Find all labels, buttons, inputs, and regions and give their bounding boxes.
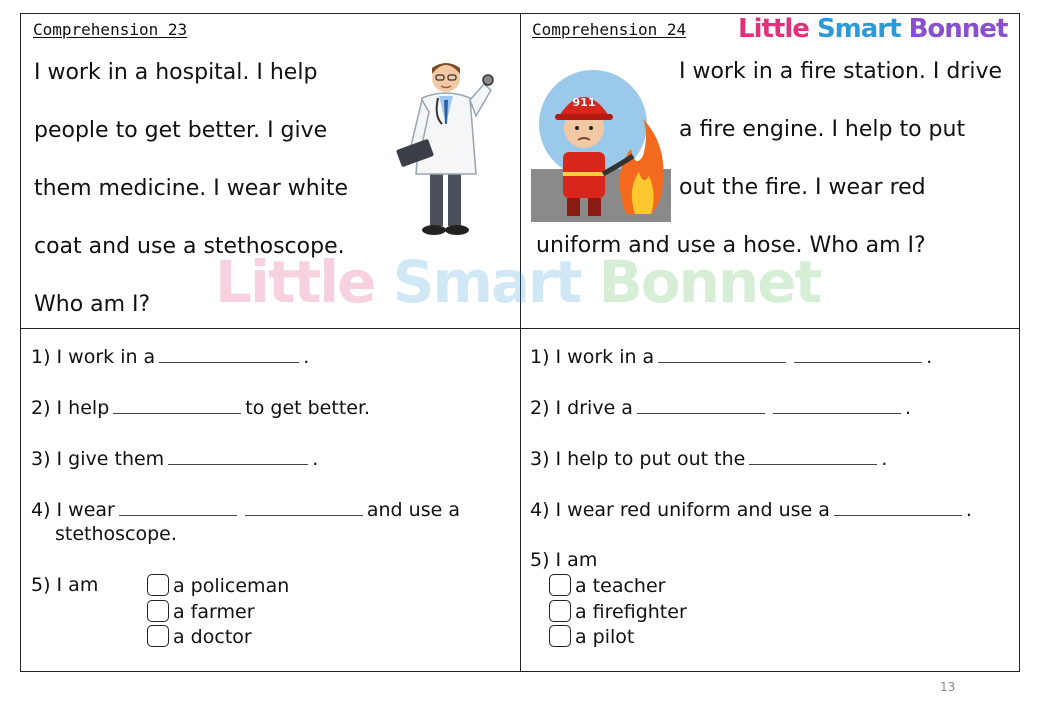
left-question-3: 3) I give them .: [31, 448, 319, 470]
left-option-2: a farmer: [147, 600, 255, 623]
left-story-line: them medicine. I wear white: [34, 176, 348, 201]
answer-blank[interactable]: [637, 395, 765, 414]
left-story-line: people to get better. I give: [34, 118, 328, 143]
right-story-line: uniform and use a hose. Who am I?: [536, 233, 926, 258]
column-divider: [520, 14, 521, 671]
checkbox[interactable]: [549, 600, 571, 622]
brand-watermark: Little Smart Bonnet: [215, 248, 821, 316]
answer-blank[interactable]: [658, 344, 786, 363]
right-option-3: a pilot: [549, 625, 634, 648]
left-option-3: a doctor: [147, 625, 252, 648]
right-story-wrapped: [679, 43, 1002, 217]
right-question-2: 2) I drive a .: [530, 397, 911, 419]
right-question-5: 5) I am: [530, 549, 598, 571]
brand-logo: Little Smart Bonnet: [738, 14, 1008, 44]
left-story-line: I work in a hospital. I help: [34, 60, 318, 85]
answer-blank[interactable]: [119, 497, 237, 516]
checkbox[interactable]: [147, 625, 169, 647]
checkbox[interactable]: [549, 574, 571, 596]
right-option-1: a teacher: [549, 574, 665, 597]
checkbox[interactable]: [549, 625, 571, 647]
left-question-2: 2) I help to get better.: [31, 397, 371, 419]
answer-blank[interactable]: [749, 446, 877, 465]
answer-blank[interactable]: [113, 395, 241, 414]
left-story-line: coat and use a stethoscope.: [34, 234, 345, 259]
answer-blank[interactable]: [773, 395, 901, 414]
page-number: 13: [940, 680, 956, 694]
left-question-4: 4) I wear and use a: [31, 499, 460, 521]
right-option-2: a firefighter: [549, 600, 687, 623]
left-question-5: 5) I am: [31, 574, 99, 596]
right-story-line: a fire engine. I help to put: [679, 117, 966, 142]
left-question-1: 1) I work in a .: [31, 346, 310, 368]
left-option-1: a policeman: [147, 574, 289, 597]
answer-blank[interactable]: [794, 344, 922, 363]
right-story-line: I work in a fire station. I drive: [679, 59, 1003, 84]
checkbox[interactable]: [147, 574, 169, 596]
doctor-illustration: [396, 54, 496, 239]
right-heading: Comprehension 24: [532, 20, 687, 39]
worksheet: [20, 13, 1020, 672]
answer-blank[interactable]: [159, 344, 299, 363]
right-story-line: out the fire. I wear red: [679, 175, 926, 200]
left-question-4-continued: stethoscope.: [55, 523, 177, 545]
answer-blank[interactable]: [245, 497, 363, 516]
answer-blank[interactable]: [168, 446, 308, 465]
checkbox[interactable]: [147, 600, 169, 622]
left-story-line: Who am I?: [34, 292, 151, 317]
right-question-1: 1) I work in a .: [530, 346, 933, 368]
right-question-3: 3) I help to put out the .: [530, 448, 888, 470]
right-question-4: 4) I wear red uniform and use a .: [530, 499, 972, 521]
firefighter-illustration: [531, 64, 671, 222]
helmet-number: 911: [572, 96, 596, 109]
answer-blank[interactable]: [834, 497, 962, 516]
left-heading: Comprehension 23: [33, 20, 188, 39]
